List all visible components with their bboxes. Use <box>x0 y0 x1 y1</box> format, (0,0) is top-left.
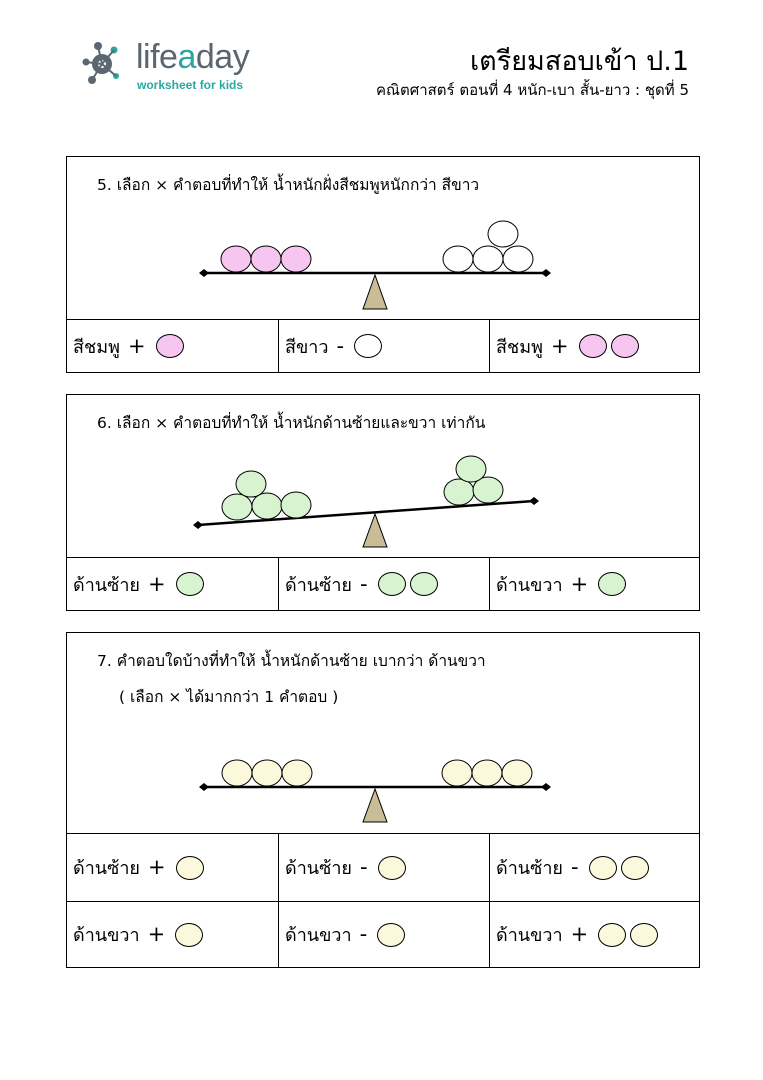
page-title: เตรียมสอบเข้า ป.1 <box>469 46 689 77</box>
pink-ball <box>611 334 639 358</box>
balance-scale-5 <box>67 157 699 319</box>
scale-fulcrum <box>363 275 387 309</box>
scale-end-right <box>541 269 551 277</box>
cream-ball <box>175 923 203 947</box>
cream-ball <box>630 923 658 947</box>
white-ball <box>488 221 518 247</box>
scale-end-right <box>529 497 539 505</box>
question-6-text: 6. เลือก × คำตอบที่ทำให้ น้ำหนักด้านซ้ายและขวา เท่ากัน <box>97 414 486 432</box>
white-ball <box>503 246 533 272</box>
q6-option-1[interactable]: ด้านซ้าย + <box>67 557 278 610</box>
page-subtitle: คณิตศาสตร์ ตอนที่ 4 หนัก-เบา สั้น-ยาว : ชุดที่ 5 <box>376 81 689 99</box>
scale-fulcrum <box>363 789 387 822</box>
q7-option-4[interactable]: ด้านขวา + <box>67 901 278 967</box>
white-ball <box>473 246 503 272</box>
green-ball <box>410 572 438 596</box>
green-ball <box>598 572 626 596</box>
green-ball <box>444 479 474 505</box>
question-7-box <box>66 632 700 968</box>
green-ball <box>252 493 282 519</box>
green-ball <box>281 492 311 518</box>
logo-tagline: worksheet for kids <box>137 78 244 92</box>
scale-end-right <box>541 783 551 791</box>
cream-ball <box>472 760 502 786</box>
cream-ball <box>378 856 406 880</box>
cream-ball <box>176 856 204 880</box>
question-7-note: ( เลือก × ได้มากกว่า 1 คำตอบ ) <box>119 688 339 706</box>
logo-wordmark: lifeaday <box>136 38 250 76</box>
pink-ball <box>156 334 184 358</box>
q5-option-2[interactable]: สีขาว - <box>278 319 489 372</box>
cream-ball <box>502 760 532 786</box>
scale-end-left <box>199 783 209 791</box>
q6-option-2[interactable]: ด้านซ้าย - <box>278 557 489 610</box>
pink-ball <box>221 246 251 272</box>
white-ball <box>354 334 382 358</box>
question-5-box <box>66 156 700 373</box>
q7-option-6[interactable]: ด้านขวา + <box>489 901 699 967</box>
q6-option-3[interactable]: ด้านขวา + <box>489 557 699 610</box>
q5-option-3[interactable]: สีชมพู + <box>489 319 699 372</box>
pink-ball <box>251 246 281 272</box>
cream-ball <box>589 856 617 880</box>
pink-ball <box>579 334 607 358</box>
question-6-box <box>66 394 700 611</box>
cream-ball <box>598 923 626 947</box>
green-ball <box>456 456 486 482</box>
green-ball <box>378 572 406 596</box>
cream-ball <box>621 856 649 880</box>
cream-ball <box>252 760 282 786</box>
scale-end-left <box>193 521 203 529</box>
pink-ball <box>281 246 311 272</box>
q7-option-5[interactable]: ด้านขวา - <box>278 901 489 967</box>
q5-option-1[interactable]: สีชมพู + <box>67 319 278 372</box>
balance-scale-6 <box>67 395 699 557</box>
question-5-text: 5. เลือก × คำตอบที่ทำให้ น้ำหนักฝั่งสีชมพูหนักกว่า สีขาว <box>97 176 480 194</box>
green-ball <box>236 471 266 497</box>
cream-ball <box>377 923 405 947</box>
cream-ball <box>222 760 252 786</box>
q7-option-2[interactable]: ด้านซ้าย - <box>278 833 489 901</box>
q7-option-3[interactable]: ด้านซ้าย - <box>489 833 699 901</box>
lifeaday-logo-icon <box>82 40 134 92</box>
white-ball <box>443 246 473 272</box>
scale-end-left <box>199 269 209 277</box>
question-7-text: 7. คำตอบใดบ้างที่ทำให้ น้ำหนักด้านซ้าย เบากว่า ด้านขวา <box>97 652 486 670</box>
green-ball <box>176 572 204 596</box>
cream-ball <box>282 760 312 786</box>
balance-scale-7 <box>67 633 699 833</box>
cream-ball <box>442 760 472 786</box>
scale-fulcrum <box>363 514 387 547</box>
q7-option-1[interactable]: ด้านซ้าย + <box>67 833 278 901</box>
green-ball <box>222 494 252 520</box>
